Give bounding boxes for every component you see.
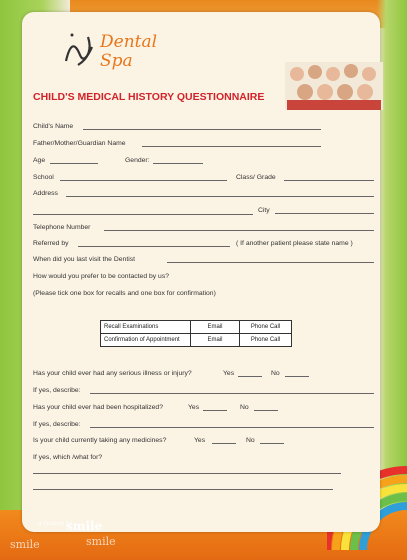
tagline-smile: smile [66,519,103,533]
address-field-1[interactable] [66,196,374,197]
tagline-smile-2: smile [10,538,40,551]
table-row [101,321,292,334]
referred-by-field[interactable] [78,246,230,247]
hospital-yes-field[interactable] [203,410,227,411]
telephone-label: Telephone Number [33,224,91,231]
medicine-no-field[interactable] [260,443,284,444]
address-label: Address [33,190,58,197]
medicine-question: Is your child currently taking any medicines? [33,437,167,444]
age-field[interactable] [50,163,98,164]
confirmation-email-option[interactable]: Email [191,334,240,347]
illness-yes-field[interactable] [238,376,262,377]
referred-note: ( If another patient please state name ) [236,240,353,247]
class-grade-label: Class/ Grade [236,174,276,181]
address-field-2[interactable] [33,214,253,215]
illness-no-field[interactable] [285,376,309,377]
medicine-which-label: If yes, which /what for? [33,454,103,461]
child-name-field[interactable] [83,129,321,130]
hospital-yes-label: Yes [188,404,200,411]
guardian-label: Father/Mother/Guardian Name [33,140,126,147]
contact-preference-table [100,320,292,347]
form-title: CHILD'S MEDICAL HISTORY QUESTIONNAIRE [33,91,265,103]
medicine-which-field-1[interactable] [33,473,341,474]
recall-label: Recall Examinations [101,321,191,334]
last-visit-label: When did you last visit the Dentist [33,256,135,263]
confirmation-label: Confirmation of Appointment [101,334,191,347]
tagline-smile-3: smile [86,535,116,548]
medicine-yes-label: Yes [194,437,206,444]
school-field[interactable] [60,180,227,181]
city-label: City [258,207,270,214]
illness-describe-label: If yes, describe: [33,387,81,394]
last-visit-field[interactable] [167,262,374,263]
tick-instructions: (Please tick one box for recalls and one box for confirmation) [33,290,216,297]
gender-label: Gender: [125,157,150,164]
referred-by-label: Referred by [33,240,69,247]
illness-describe-field[interactable] [90,393,374,394]
brand-name-line1: Dental [100,32,158,52]
telephone-field[interactable] [104,230,374,231]
recall-phone-option[interactable]: Phone Call [240,321,292,334]
hospital-no-field[interactable] [254,410,278,411]
guardian-field[interactable] [142,146,321,147]
children-photo [285,62,383,110]
child-name-label: Child's Name [33,123,74,130]
illness-question: Has your child ever had any serious illness or injury? [33,370,192,377]
hospital-describe-field[interactable] [90,427,374,428]
table-row [101,334,292,347]
illness-no-label: No [271,370,280,377]
hospital-no-label: No [240,404,249,411]
tagline-small: a reason to [38,520,72,527]
gender-field[interactable] [153,163,203,164]
brand-name-line2: Spa [100,51,133,71]
hospital-question: Has your child ever had been hospitalized? [33,404,163,411]
class-grade-field[interactable] [284,180,374,181]
school-label: School [33,174,54,181]
age-label: Age [33,157,46,164]
confirmation-phone-option[interactable]: Phone Call [240,334,292,347]
recall-email-option[interactable]: Email [191,321,240,334]
medicine-yes-field[interactable] [212,443,236,444]
illness-yes-label: Yes [223,370,235,377]
city-field[interactable] [275,213,374,214]
contact-pref-question: How would you prefer to be contacted by us? [33,273,170,280]
medicine-no-label: No [246,437,255,444]
medicine-which-field-2[interactable] [33,489,333,490]
hospital-describe-label: If yes, describe: [33,421,81,428]
